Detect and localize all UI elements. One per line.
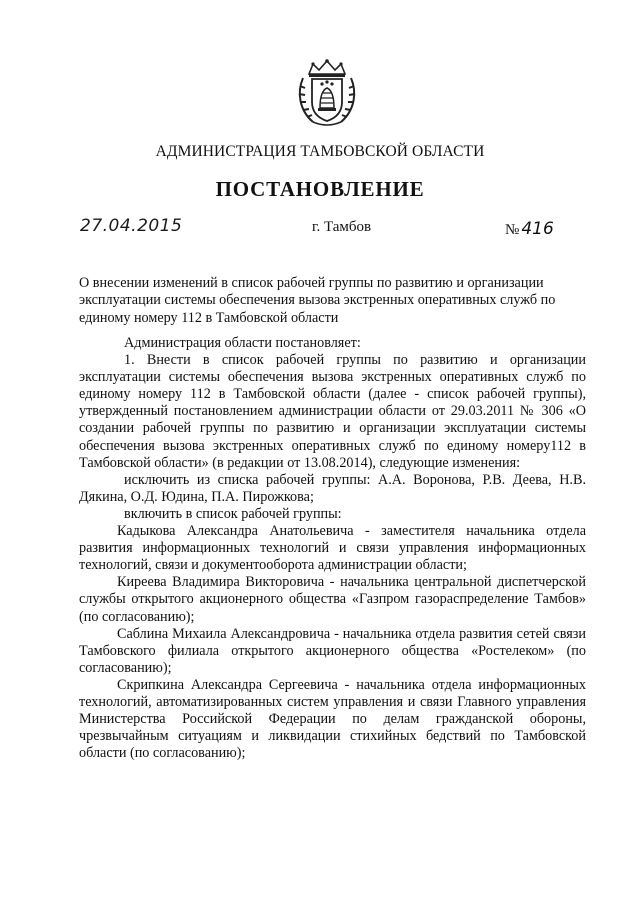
document-number [505,219,554,239]
document-type-title: ПОСТАНОВЛЕНИЕ [215,177,425,201]
body-paragraph: Скрипкина Александра Сергеевича - начальника отдела информационных технологий, автоматизированных систем управления и связи Главного управления Министерства Российской Федерации по делам гражданской обороны, чрезвычайным ситуациям и ликвидации стихийных бедствий по Тамбовской области (по согласованию); [79,676,586,762]
body-paragraph: Администрация области постановляет: [124,335,361,351]
body-paragraph: включить в список рабочей группы: [124,505,342,522]
tambov-coat-of-arms-icon [295,58,359,128]
document-number-value: 416 [521,219,554,239]
document-city: г. Тамбов [312,219,372,235]
body-paragraph: Кадыкова Александра Анатольевича - заместителя начальника отдела развития информационных технологий и связи управления информационных технологий, связи и документооборота администрации области; [79,523,586,574]
body-paragraph: исключить из списка рабочей группы: А.А. Воронова, Р.В. Деева, Н.В. Дякина, О.Д. Юдина, П.А. Пирожкова; [79,471,586,505]
document-number-prefix: № [505,222,520,238]
document-body [79,335,586,762]
body-paragraph: Киреева Владимира Викторовича - начальника центральной диспетчерской службы открытого акционерного общества «Газпром газораспределение Тамбов» (по согласованию); [79,574,586,625]
body-paragraph: Саблина Михаила Александровича - начальника отдела развития сетей связи Тамбовского филиала открытого акционерного общества «Ростелеком» (по согласованию); [79,625,586,676]
document-subject: О внесении изменений в список рабочей группы по развитию и организации эксплуатации системы обеспечения вызова экстренных оперативных служб по единому номеру 112 в Тамбовской области [79,275,556,326]
organization-name: АДМИНИСТРАЦИЯ ТАМБОВСКОЙ ОБЛАСТИ [155,143,485,160]
document-date: 27.04.2015 [80,216,183,236]
body-paragraph: 1. Внести в список рабочей группы по развитию и организации эксплуатации системы обеспечения вызова экстренных оперативных служб по единому номеру 112 в Тамбовской области (далее - список рабочей группы), утвержденный постановлением администрации области от 29.03.2011 № 306 «О создании рабочей группы по развитию и организации эксплуатации системы обеспечения вызова экстренных оперативных служб по единому номеру112 в Тамбовской области» (в редакции от 13.08.2014), следующие изменения: [79,352,586,471]
